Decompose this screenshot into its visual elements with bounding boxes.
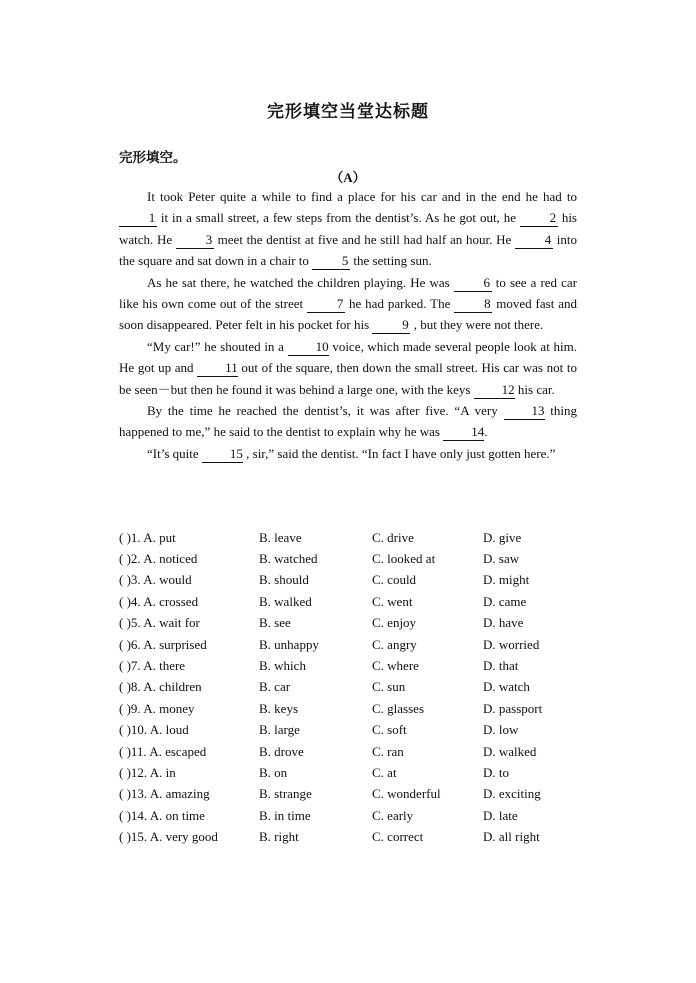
question-row [119, 826, 599, 847]
option-d[interactable]: D. to [483, 764, 509, 780]
question-row [119, 527, 599, 548]
passage-paragraph [119, 400, 577, 443]
option-b[interactable]: B. leave [259, 529, 302, 545]
question-answer-slot[interactable]: ( )6. A. surprised [119, 636, 207, 652]
option-c[interactable]: C. enjoy [372, 615, 417, 631]
option-b[interactable]: B. car [259, 679, 291, 695]
option-c[interactable]: C. ran [372, 743, 404, 759]
cloze-blank[interactable]: 6 [454, 275, 492, 292]
passage-text: It took Peter quite a while to find a place for his car and in the end he had to [147, 189, 577, 204]
passage-text: “My car!” he shouted in a [147, 338, 288, 354]
option-d[interactable]: D. exciting [483, 786, 541, 802]
question-row [119, 570, 599, 591]
option-c[interactable]: C. correct [372, 829, 424, 845]
cloze-blank[interactable]: 9 [372, 317, 410, 334]
option-d[interactable]: D. low [483, 722, 519, 738]
passage-text: it in a small street, a few steps from the dentist’s. As he got out, he [157, 210, 520, 226]
passage-text: to see a red car like his own come out of the street [119, 274, 577, 312]
option-d[interactable]: D. all right [483, 829, 540, 845]
cloze-blank[interactable]: 5 [312, 253, 350, 270]
option-b[interactable]: B. walked [259, 593, 312, 609]
question-answer-slot[interactable]: ( )14. A. on time [119, 807, 205, 823]
option-d[interactable]: D. walked [483, 743, 537, 759]
option-c[interactable]: C. where [372, 658, 419, 674]
passage-paragraph [119, 186, 577, 272]
option-b[interactable]: B. keys [259, 700, 298, 716]
cloze-blank[interactable]: 8 [454, 296, 492, 313]
option-c[interactable]: C. looked at [372, 551, 436, 567]
passage-text: By the time he reached the dentist’s, it was after five. “A very [147, 403, 504, 419]
option-b[interactable]: B. large [259, 722, 300, 738]
cloze-blank[interactable]: 15 [202, 446, 243, 463]
cloze-blank[interactable]: 10 [288, 339, 329, 356]
cloze-blank[interactable]: 2 [520, 210, 558, 227]
question-answer-slot[interactable]: ( )12. A. in [119, 764, 176, 780]
option-d[interactable]: D. watch [483, 679, 530, 695]
question-row [119, 720, 599, 741]
passage-text: he had parked. The [345, 296, 455, 312]
option-d[interactable]: D. that [483, 658, 519, 674]
option-b[interactable]: B. in time [259, 807, 311, 823]
question-answer-slot[interactable]: ( )4. A. crossed [119, 593, 199, 609]
question-row [119, 655, 599, 676]
question-row [119, 548, 599, 569]
option-d[interactable]: D. saw [483, 551, 520, 567]
cloze-blank[interactable]: 13 [504, 403, 545, 420]
passage-text: his car. [514, 381, 555, 397]
question-row [119, 741, 599, 762]
option-c[interactable]: C. drive [372, 529, 414, 545]
question-answer-slot[interactable]: ( )10. A. loud [119, 722, 189, 738]
passage-paragraph [119, 336, 577, 400]
option-d[interactable]: D. give [483, 529, 522, 545]
option-c[interactable]: C. at [372, 764, 397, 780]
option-b[interactable]: B. unhappy [259, 636, 319, 652]
option-c[interactable]: C. early [372, 807, 414, 823]
passage-text: voice, which made several people look at him. He got up and [119, 338, 577, 376]
cloze-blank[interactable]: 14 [443, 424, 484, 441]
question-row [119, 613, 599, 634]
question-answer-slot[interactable]: ( )15. A. very good [119, 829, 218, 845]
question-row [119, 805, 599, 826]
option-d[interactable]: D. came [483, 593, 527, 609]
question-answer-slot[interactable]: ( )7. A. there [119, 658, 186, 674]
passage-text: thing happened to me,” he said to the dentist to explain why he was [119, 403, 577, 440]
section-heading: 完形填空。 [119, 150, 187, 166]
question-answer-slot[interactable]: ( )2. A. noticed [119, 551, 198, 567]
passage-text: into the square and sat down in a chair to [119, 231, 577, 269]
passage-text: . [484, 424, 488, 440]
question-answer-slot[interactable]: ( )5. A. wait for [119, 615, 200, 631]
option-c[interactable]: C. sun [372, 679, 406, 695]
option-c[interactable]: C. wonderful [372, 786, 441, 802]
question-answer-slot[interactable]: ( )13. A. amazing [119, 786, 210, 802]
question-answer-slot[interactable]: ( )3. A. would [119, 572, 192, 588]
question-options-list [119, 527, 599, 848]
cloze-blank[interactable]: 1 [119, 210, 157, 227]
cloze-blank[interactable]: 4 [515, 232, 553, 249]
question-row [119, 677, 599, 698]
cloze-passage [119, 186, 577, 464]
option-d[interactable]: D. worried [483, 636, 540, 652]
passage-text: moved fast and soon disappeared. Peter felt in his pocket for his [119, 296, 577, 333]
option-d[interactable]: D. have [483, 615, 524, 631]
cloze-blank[interactable]: 7 [307, 296, 345, 313]
question-answer-slot[interactable]: ( )9. A. money [119, 700, 195, 716]
option-c[interactable]: C. soft [372, 722, 407, 738]
passage-text: , sir,” said the dentist. “In fact I have only just gotten here.” [242, 445, 556, 461]
passage-text: out of the square, then down the small street. His car was not to be seen－but then he found it was behind a large one, with the keys [119, 360, 577, 397]
passage-text: As he sat there, he watched the children playing. He was [147, 274, 454, 290]
question-row [119, 698, 599, 719]
part-label: （A） [330, 170, 366, 185]
option-c[interactable]: C. could [372, 572, 417, 588]
cloze-blank[interactable]: 11 [197, 360, 238, 377]
option-c[interactable]: C. glasses [372, 700, 424, 716]
passage-paragraph [119, 443, 577, 464]
passage-text: the setting sun. [350, 253, 432, 269]
passage-text: meet the dentist at five and he still had half an hour. He [213, 231, 516, 247]
question-answer-slot[interactable]: ( )11. A. escaped [119, 743, 207, 759]
cloze-blank[interactable]: 12 [474, 382, 515, 399]
option-b[interactable]: B. watched [259, 551, 318, 567]
option-b[interactable]: B. on [259, 764, 288, 780]
question-row [119, 762, 599, 783]
option-b[interactable]: B. drove [259, 743, 304, 759]
option-b[interactable]: B. see [259, 615, 291, 631]
cloze-blank[interactable]: 3 [176, 232, 214, 249]
passage-text: , but they were not there. [410, 317, 544, 333]
option-b[interactable]: B. right [259, 829, 299, 845]
option-d[interactable]: D. might [483, 572, 530, 588]
option-d[interactable]: D. late [483, 807, 518, 823]
question-row [119, 634, 599, 655]
question-answer-slot[interactable]: ( )8. A. children [119, 679, 202, 695]
option-c[interactable]: C. angry [372, 636, 417, 652]
passage-text: his watch. He [119, 210, 577, 247]
option-d[interactable]: D. passport [483, 700, 543, 716]
option-b[interactable]: B. which [259, 658, 306, 674]
page-title: 完形填空当堂达标题 [267, 102, 429, 122]
option-b[interactable]: B. strange [259, 786, 312, 802]
question-row [119, 784, 599, 805]
passage-text: “It’s quite [147, 445, 202, 461]
option-c[interactable]: C. went [372, 593, 413, 609]
question-answer-slot[interactable]: ( )1. A. put [119, 529, 176, 545]
question-row [119, 591, 599, 612]
passage-paragraph [119, 272, 577, 336]
option-b[interactable]: B. should [259, 572, 309, 588]
